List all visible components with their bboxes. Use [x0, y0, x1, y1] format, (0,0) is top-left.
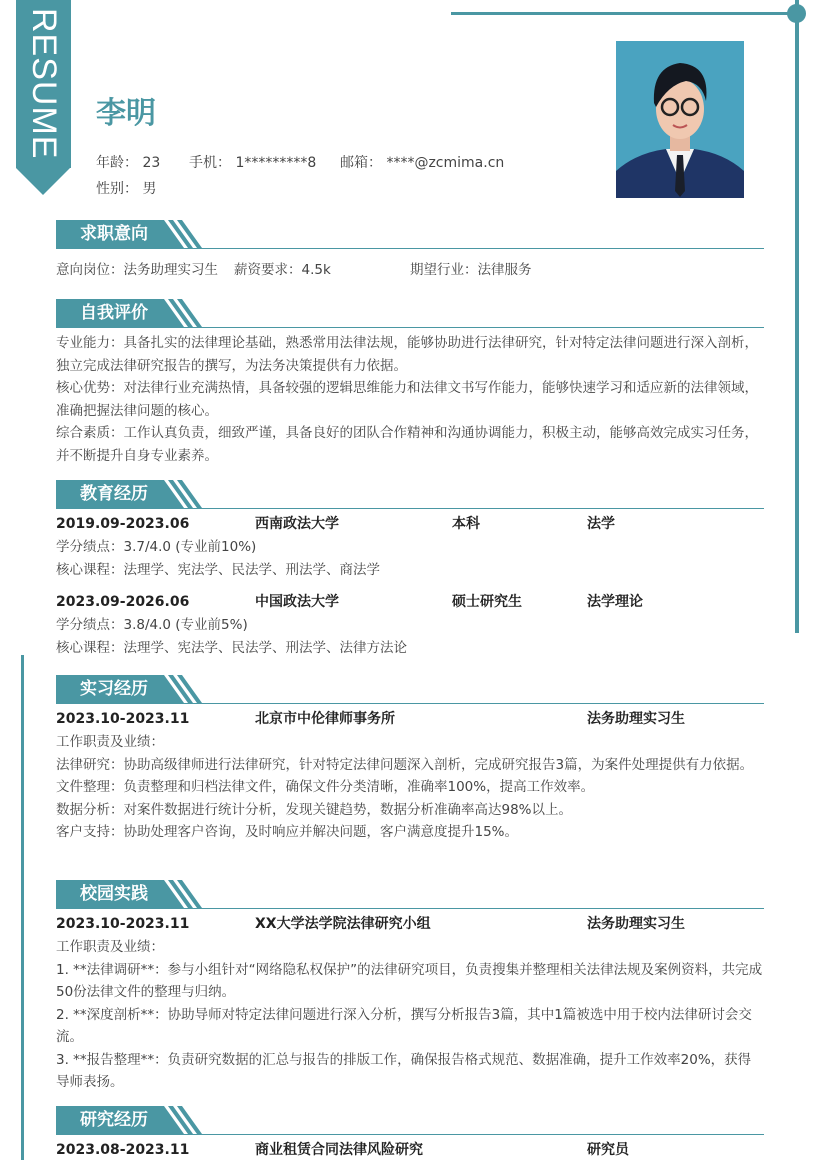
section-title: 求职意向 — [56, 220, 156, 248]
edu-courses: 核心课程：法理学、宪法学、民法学、刑法学、商法学 — [56, 561, 380, 578]
edu-date: 2023.09-2026.06 — [56, 594, 190, 610]
stripes-icon — [154, 299, 214, 327]
resume-banner-tip — [16, 168, 70, 195]
campus-para: 工作职责及业绩： — [56, 939, 164, 955]
stripes-icon — [154, 880, 214, 908]
decor-right-line — [795, 0, 799, 633]
candidate-name: 李明 — [96, 96, 156, 131]
research-date: 2023.08-2023.11 — [56, 1142, 190, 1158]
intern-date: 2023.10-2023.11 — [56, 711, 190, 727]
section-title: 研究经历 — [56, 1106, 156, 1134]
edu-date: 2019.09-2023.06 — [56, 516, 190, 532]
edu-gpa: 学分绩点：3.7/4.0 (专业前10%) — [56, 539, 257, 555]
age: 年龄： 23 — [96, 155, 161, 171]
edu-item — [56, 513, 764, 581]
intern-para: 客户支持：协助处理客户咨询，及时响应并解决问题，客户满意度提升15%。 — [56, 824, 519, 840]
campus-org: XX大学法学院法律研究小组 — [255, 916, 431, 932]
email: 邮箱： ****@zcmima.cn — [340, 155, 505, 171]
phone: 手机： 1*********8 — [189, 155, 317, 171]
campus-role: 法务助理实习生 — [587, 916, 685, 932]
intern-role: 法务助理实习生 — [587, 711, 685, 727]
edu-courses: 核心课程：法理学、宪法学、民法学、刑法学、法律方法论 — [56, 639, 407, 656]
decor-left-line — [21, 655, 24, 1160]
intent-position: 意向岗位：法务助理实习生 — [56, 262, 218, 278]
decor-top-line — [451, 12, 799, 15]
intern-org: 北京市中伦律师事务所 — [255, 711, 395, 727]
stripes-icon — [154, 1106, 214, 1134]
edu-gpa: 学分绩点：3.8/4.0 (专业前5%) — [56, 617, 248, 633]
campus-para: 1. **法律调研**：参与小组针对“网络隐私权保护”的法律研究项目，负责搜集并整理相关法律法规及案例资料，共完成50份法律文件的整理与归纳。 — [56, 961, 763, 1000]
edu-item — [56, 591, 764, 659]
section-campus — [56, 880, 764, 1094]
edu-school: 西南政法大学 — [255, 516, 339, 532]
intern-para: 数据分析：对案件数据进行统计分析，发现关键趋势，数据分析准确率高达98%以上。 — [56, 801, 573, 818]
edu-degree: 硕士研究生 — [452, 594, 522, 610]
section-title: 自我评价 — [56, 299, 156, 327]
gender: 性别： 男 — [96, 181, 157, 197]
intern-para: 工作职责及业绩： — [56, 734, 164, 750]
section-title: 实习经历 — [56, 675, 156, 703]
campus-date: 2023.10-2023.11 — [56, 916, 190, 932]
intent-salary: 薪资要求：4.5k — [234, 262, 331, 278]
edu-major: 法学理论 — [587, 594, 643, 610]
edu-degree: 本科 — [452, 516, 480, 532]
intent-industry: 期望行业：法律服务 — [410, 262, 532, 278]
campus-para: 3. **报告整理**：负责研究数据的汇总与报告的排版工作，确保报告格式规范、数据准确，提升工作效率20%，获得导师表扬。 — [56, 1051, 752, 1090]
research-role: 研究员 — [587, 1142, 629, 1158]
section-research — [56, 1106, 764, 1162]
self-para: 核心优势：对法律行业充满热情，具备较强的逻辑思维能力和法律文书写作能力，能够快速学习和适应新的法律领域，准确把握法律问题的核心。 — [56, 380, 758, 419]
stripes-icon — [154, 480, 214, 508]
resume-banner-text: RESUME — [25, 8, 63, 160]
intern-para: 文件整理：负责整理和归档法律文件，确保文件分类清晰，准确率100%，提高工作效率。 — [56, 779, 595, 795]
section-education — [56, 480, 764, 659]
edu-school: 中国政法大学 — [255, 594, 339, 610]
section-self — [56, 299, 764, 467]
intern-para: 法律研究：协助高级律师进行法律研究，针对特定法律问题深入剖析，完成研究报告3篇，为案件处理提供有力依据。 — [56, 756, 754, 773]
stripes-icon — [154, 220, 214, 248]
section-internship — [56, 675, 764, 844]
self-para: 专业能力：具备扎实的法律理论基础，熟悉常用法律法规，能够协助进行法律研究，针对特定法律问题进行深入剖析，独立完成法律研究报告的撰写，为法务决策提供有力依据。 — [56, 335, 758, 374]
profile-photo — [616, 41, 744, 198]
campus-para: 2. **深度剖析**：协助导师对特定法律问题进行深入分析，撰写分析报告3篇，其中1篇被选中用于校内法律研讨会交流。 — [56, 1006, 752, 1045]
stripes-icon — [154, 675, 214, 703]
section-intent — [56, 220, 764, 289]
section-title: 教育经历 — [56, 480, 156, 508]
edu-major: 法学 — [587, 516, 615, 532]
research-topic: 商业租赁合同法律风险研究 — [255, 1142, 423, 1158]
section-title: 校园实践 — [56, 880, 156, 908]
self-para: 综合素质：工作认真负责，细致严谨，具备良好的团队合作精神和沟通协调能力，积极主动，能够高效完成实习任务，并不断提升自身专业素养。 — [56, 425, 758, 464]
